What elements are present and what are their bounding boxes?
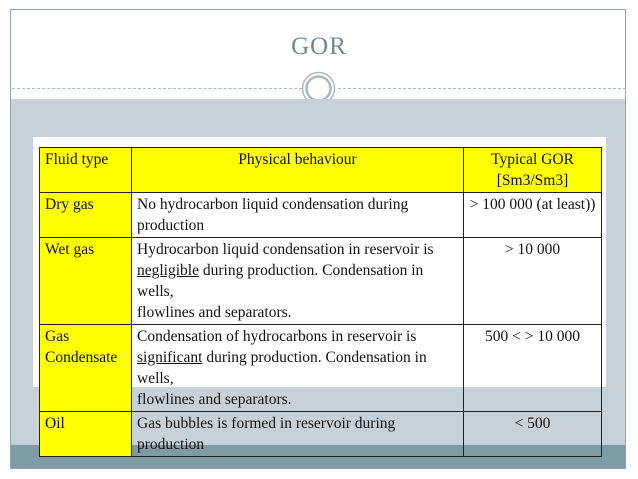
gor-cell: > 100 000 (at least))	[464, 193, 602, 238]
header-typical-gor-unit: [Sm3/Sm3]	[496, 172, 569, 189]
behaviour-cell	[132, 325, 464, 412]
gor-cell: < 500	[464, 412, 602, 457]
fluid-type-text: Condensate	[45, 349, 118, 366]
table-header-row	[40, 148, 602, 193]
fluid-type-text: Gas	[45, 328, 70, 345]
header-fluid-type: Fluid type	[40, 148, 132, 193]
table-row	[40, 325, 602, 412]
table-row	[40, 238, 602, 325]
behaviour-text: flowlines and separators.	[137, 391, 292, 408]
behaviour-cell: Gas bubbles is formed in reservoir during production	[132, 412, 464, 457]
header-typical-gor	[464, 148, 602, 193]
fluid-type-cell: Dry gas	[40, 193, 132, 238]
slide-title: GOR	[291, 33, 347, 60]
fluid-type-cell: Wet gas	[40, 238, 132, 325]
behaviour-text: flowlines and separators.	[137, 304, 292, 321]
behaviour-text: during production. Condensation in wells,	[137, 262, 424, 300]
header-physical-behaviour: Physical behaviour	[132, 148, 464, 193]
behaviour-cell	[132, 238, 464, 325]
header-typical-gor-label: Typical GOR	[491, 151, 574, 168]
gor-cell: 500 < > 10 000	[464, 325, 602, 412]
table-row	[40, 412, 602, 457]
behaviour-cell: No hydrocarbon liquid condensation during production	[132, 193, 464, 238]
behaviour-emphasis: significant	[137, 349, 203, 366]
fluid-type-cell	[40, 325, 132, 412]
title-divider-right	[338, 88, 626, 89]
behaviour-emphasis: negligible	[137, 262, 199, 279]
title-divider-left	[12, 88, 302, 89]
gor-table	[39, 147, 602, 457]
behaviour-text: during production. Condensation in wells,	[137, 349, 427, 387]
behaviour-text: Condensation of hydrocarbons in reservoir is	[137, 328, 417, 345]
gor-cell: > 10 000	[464, 238, 602, 325]
behaviour-text: Hydrocarbon liquid condensation in reservoir is	[137, 241, 434, 258]
table-row	[40, 193, 602, 238]
fluid-type-cell: Oil	[40, 412, 132, 457]
gor-table-panel	[33, 137, 606, 453]
